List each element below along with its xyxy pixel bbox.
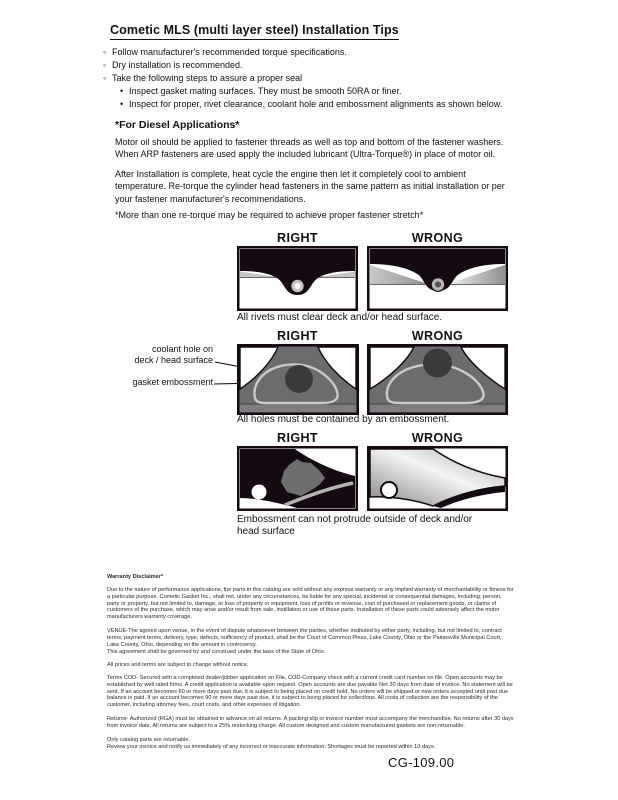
tip-text: Dry installation is recommended.: [112, 60, 243, 70]
retorque-note: *More than one re-torque may be required to achieve proper fastener stretch*: [115, 210, 424, 220]
sub-tip-item: [103, 85, 523, 98]
diesel-paragraph-2: After Installation is complete, heat cycle the engine then let it completely cool to ambient temperature. Re-torque the cylinder head fasteners in the same pattern as initial installation or per your fastener manufacturer's recommendations.: [115, 169, 505, 204]
warranty-paragraph: Returns- Authorized (RGA) must be obtained in advance on all returns. A packing slip or invoice number must accompany the merchandise. No returns after 30 days from invoice date. All returns are subject to a 25% restocking charge. All custom designed and custom manufactured gaskets are non-returnable.: [107, 716, 514, 729]
coolant-hole-label: coolant hole on deck / head surface: [134, 344, 213, 365]
tip-item: [103, 72, 523, 85]
circle-bullet-icon: ◦: [103, 73, 107, 83]
right-label: RIGHT: [277, 431, 318, 445]
warranty-paragraph: Terms COD- Secured with a completed dealer/jobber application on File, COD-Company check with a current credit card number on file. Open accounts may be established by well rated firms. A credit application is available upon request. Open accounts are due payable Net 30 days from date of invoice. No statement will be sent. If an account becomes 60 or more days past due, it is subject to being placed on credit hold. No orders will be shipped or new orders accepted until past due balance is paid. If an account becomes 90 or more days past due, it is subject to being placed for collections. All costs of collection are the responsibility of the customer, including attorney fees, court costs, and other expenses of litigation.: [107, 675, 513, 709]
warranty-paragraph: This agreement shall be governed by and construed under the laws of the State of Ohio.: [107, 649, 326, 655]
dot-bullet-icon: •: [120, 86, 124, 96]
row-caption: Embossment can not protrude outside of deck and/or head surface: [237, 514, 473, 537]
tip-text: Inspect gasket mating surfaces. They must be smooth 50RA or finer.: [129, 86, 402, 96]
protrusion-wrong-diagram: [367, 446, 508, 511]
diesel-paragraph-1: Motor oil should be applied to fastener threads as well as top and bottom of the fastener washers. When ARP fasteners are used apply the included lubricant (Ultra-Torque®) in place of motor oil.: [115, 137, 504, 160]
warranty-paragraph: All prices and terms are subject to change without notice.: [107, 662, 249, 668]
warranty-paragraph: Only catalog parts are returnable.: [107, 737, 191, 743]
circle-bullet-icon: ◦: [103, 47, 107, 57]
rivet-wrong-diagram: [367, 246, 508, 311]
wrong-label: WRONG: [411, 329, 464, 343]
embossment-wrong-diagram: [367, 344, 508, 415]
tips-list: [103, 46, 523, 111]
circle-bullet-icon: ◦: [103, 60, 107, 70]
gasket-embossment-label: gasket embossment: [132, 377, 213, 387]
sub-tip-item: [103, 98, 523, 111]
warranty-paragraph: VENUE-The agreed upon venue, in the event of dispute whatsoever between the parties, whether instituted by either party, including, but not limited to, contract terms, payment terms, delivery, type, defects, sufficiency of product, shall be the Court of Common Pleas, Lake County, Ohio or the Painesville Municipal Court, Lake County, Ohio, depending on the amount in controversy.: [107, 628, 502, 648]
embossment-right-diagram: [237, 344, 359, 415]
tip-text: Take the following steps to assure a proper seal: [112, 73, 303, 83]
page-title: Cometic MLS (multi layer steel) Installation Tips: [110, 23, 399, 40]
warranty-paragraph: Review your invoice and notify us immediately of any incorrect or inaccurate information. Shortages must be reported within 10 days.: [107, 744, 436, 750]
wrong-label: WRONG: [411, 431, 464, 445]
warranty-paragraph: Due to the nature of performance applications, the parts in this catalog are sold without any express warranty or any implied warranty of merchantability or fitness for a particular purpose. Cometic Gasket Inc., shall not, under any circumstances, be liable for any special, incidental or consequential damages, including, person, party or property, but not limited to, damage, or loss of property or equipment, loss of profits or revenue, cost of purchased or replacement goods, or claims of customers of the purchase, which may arise and/or result from sale, instillation or use of these parts. Installation of these parts could adversely affect the motor manufacturers warranty coverage.: [107, 587, 514, 621]
right-label: RIGHT: [277, 329, 318, 343]
diesel-heading: *For Diesel Applications*: [115, 119, 240, 131]
dot-bullet-icon: •: [120, 99, 124, 109]
rivet-right-diagram: [237, 246, 358, 311]
wrong-label: WRONG: [411, 231, 464, 245]
tip-text: Inspect for proper, rivet clearance, coolant hole and embossment alignments as shown below.: [129, 99, 503, 109]
tip-text: Follow manufacturer's recommended torque specifications.: [112, 47, 347, 57]
row-caption: All holes must be contained by an embossment.: [237, 414, 450, 425]
warranty-heading: Warranty Disclaimer*: [107, 574, 164, 580]
tip-item: [103, 46, 523, 59]
protrusion-right-diagram: [237, 446, 358, 511]
tip-item: [103, 59, 523, 72]
right-label: RIGHT: [277, 231, 318, 245]
row-caption: All rivets must clear deck and/or head surface.: [237, 312, 443, 323]
doc-code: CG-109.00: [388, 755, 455, 770]
